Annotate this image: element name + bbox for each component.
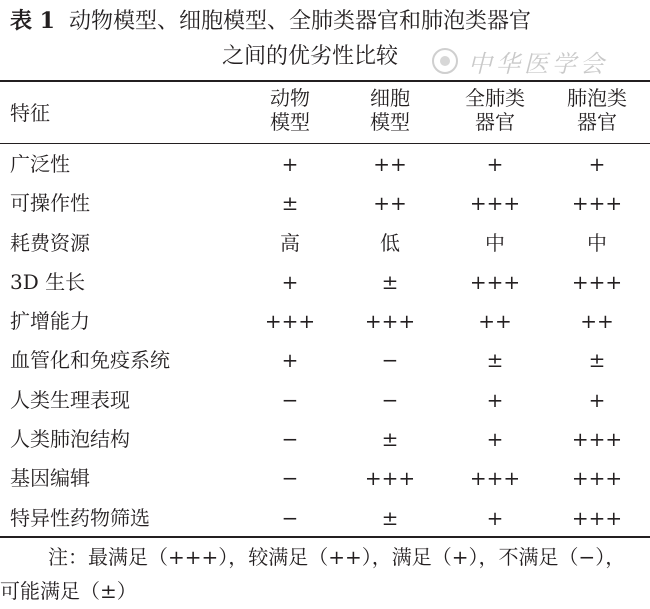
cell-model-cell: +++ [364,309,416,334]
animal-model-cell: − [281,387,299,412]
feature-cell: 基因编辑 [10,466,90,491]
whole-lung-organoid-cell: + [486,387,504,412]
table-header-row [0,86,650,142]
alveolar-organoid-cell: + [588,387,606,412]
whole-lung-organoid-cell: + [486,505,504,530]
header-cell-model-line-1: 细胞 [370,86,410,110]
animal-model-cell: + [281,152,299,176]
feature-cell: 耗费资源 [10,230,90,255]
animal-model-cell: − [281,505,299,530]
header-animal-model-line-2: 模型 [270,110,310,134]
table-row [0,382,650,421]
header-animal-model [245,86,335,134]
table-title-text-1: 动物模型、细胞模型、全肺类器官和肺泡类器官 [68,9,531,34]
table-row [0,460,650,499]
feature-cell: 人类生理表现 [10,387,130,412]
cell-model-cell: − [381,348,399,373]
cell-model-cell: ++ [373,152,407,176]
table-row [0,421,650,460]
cell-model-cell: ± [381,427,399,452]
header-alveolar-organoid [552,86,642,134]
alveolar-organoid-cell: 中 [587,230,607,255]
header-whole-lung-organoid [450,86,540,134]
header-alveolar-organoid-line-1: 肺泡类 [567,86,627,110]
feature-cell: 人类肺泡结构 [10,427,130,452]
whole-lung-organoid-cell: +++ [469,466,521,491]
table-row [0,500,650,539]
header-animal-model-line-1: 动物 [270,86,310,110]
table-footnote: 注：最满足（+++），较满足（++），满足（+），不满足（−），可能满足（±） [0,545,626,603]
table-caption [0,0,650,78]
animal-model-cell: − [281,466,299,491]
animal-model-cell: +++ [264,309,316,334]
alveolar-organoid-cell: +++ [571,269,623,294]
animal-model-cell: 高 [280,230,300,255]
feature-cell: 扩增能力 [10,309,90,334]
animal-model-cell: + [281,348,299,373]
table-top-rule [0,80,650,82]
cell-model-cell: ± [381,505,399,530]
cell-model-cell: − [381,387,399,412]
table-row [0,342,650,381]
table-row [0,303,650,342]
watermark [432,44,622,78]
header-whole-lung-organoid-line-2: 器官 [475,110,515,134]
alveolar-organoid-cell: +++ [571,466,623,491]
animal-model-cell: − [281,427,299,452]
whole-lung-organoid-cell: +++ [469,269,521,294]
alveolar-organoid-cell: +++ [571,505,623,530]
header-feature: 特征 [10,101,50,125]
header-alveolar-organoid-line-2: 器官 [577,110,617,134]
alveolar-organoid-cell: +++ [571,191,623,216]
table-header-rule [0,143,650,144]
table-body [0,146,650,539]
feature-cell: 血管化和免疫系统 [10,348,170,373]
alveolar-organoid-cell: ± [588,348,606,373]
table-title-line-1 [10,6,531,37]
table-row [0,185,650,224]
whole-lung-organoid-cell: 中 [485,230,505,255]
header-cell-model [345,86,435,134]
header-whole-lung-organoid-line-1: 全肺类 [465,86,525,110]
whole-lung-organoid-cell: +++ [469,191,521,216]
table-title-line-2: 之间的优劣性比较 [222,44,399,69]
alveolar-organoid-cell: ++ [580,309,614,334]
feature-cell: 3D 生长 [10,269,86,294]
whole-lung-organoid-cell: + [486,427,504,452]
table-row [0,264,650,303]
feature-cell: 可操作性 [10,191,90,216]
whole-lung-organoid-cell: ++ [478,309,512,334]
feature-cell: 特异性药物筛选 [10,505,150,530]
cell-model-cell: 低 [380,230,400,255]
animal-model-cell: + [281,269,299,294]
feature-cell: 广泛性 [10,152,70,176]
whole-lung-organoid-cell: + [486,152,504,176]
table-bottom-rule [0,536,650,538]
header-cell-model-line-2: 模型 [370,110,410,134]
table-row [0,225,650,264]
cell-model-cell: +++ [364,466,416,491]
watermark-text: 中华医学会 [468,49,608,78]
circle-logo-icon [432,48,458,74]
cell-model-cell: ± [381,269,399,294]
whole-lung-organoid-cell: ± [486,348,504,373]
cell-model-cell: ++ [373,191,407,216]
alveolar-organoid-cell: + [588,152,606,176]
animal-model-cell: ± [281,191,299,216]
table-number: 表 1 [10,8,55,34]
table-row [0,146,650,185]
alveolar-organoid-cell: +++ [571,427,623,452]
